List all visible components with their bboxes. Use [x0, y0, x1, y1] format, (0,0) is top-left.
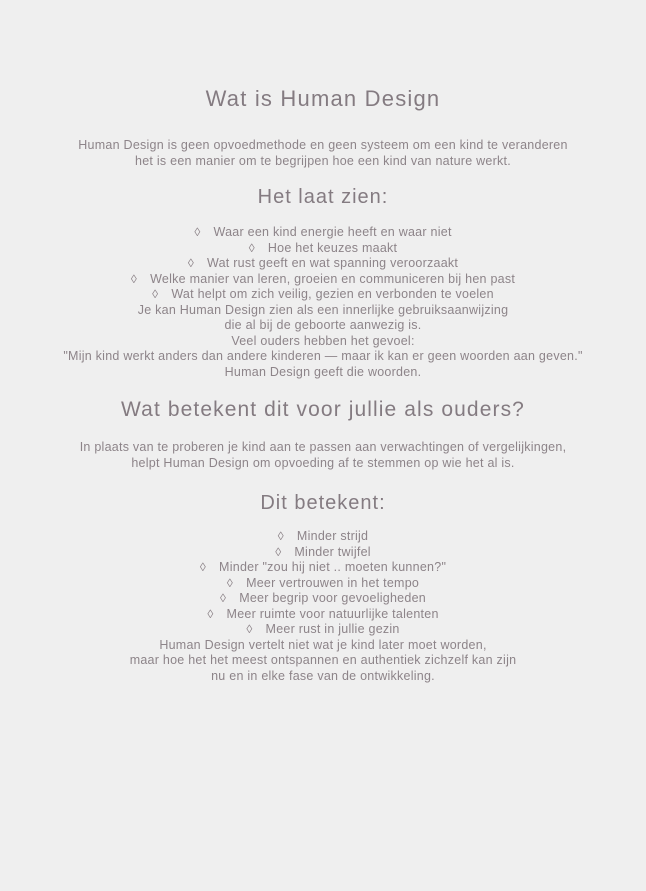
- page-title: Wat is Human Design: [205, 86, 441, 111]
- bullet-text: Meer ruimte voor natuurlijke talenten: [226, 606, 439, 621]
- bullet-text: Minder "zou hij niet .. moeten kunnen?": [219, 560, 447, 574]
- shows-paragraph-line: die al bij de geboorte aanwezig is.: [224, 318, 422, 332]
- intro-paragraph: [23, 138, 623, 169]
- means-bullet-item: [0, 529, 646, 545]
- lozenge-bullet-icon: ◊: [246, 622, 253, 636]
- bullet-text: Welke manier van leren, groeien en communiceren bij hen past: [150, 271, 516, 286]
- lozenge-bullet-icon: ◊: [130, 271, 138, 286]
- shows-paragraph-line: Veel ouders hebben het gevoel:: [231, 333, 415, 348]
- means-bullet-item: [0, 576, 646, 592]
- bullet-text: Meer rust in jullie gezin: [265, 622, 400, 636]
- bullet-text: Hoe het keuzes maakt: [267, 240, 398, 255]
- bullet-text: Wat helpt om zich veilig, gezien en verbonden te voelen: [171, 287, 494, 301]
- lozenge-bullet-icon: ◊: [248, 240, 255, 255]
- lozenge-bullet-icon: ◊: [277, 529, 284, 543]
- means-bullet-item: [0, 560, 646, 576]
- outro-line: nu en in elke fase van de ontwikkeling.: [211, 668, 435, 683]
- lozenge-bullet-icon: ◊: [207, 606, 214, 621]
- bullet-text: Wat rust geeft en wat spanning veroorzaakt: [207, 256, 459, 270]
- shows-paragraph: [23, 303, 623, 381]
- outro-line: Human Design vertelt niet wat je kind later moet worden,: [159, 637, 487, 652]
- lozenge-bullet-icon: ◊: [275, 544, 282, 559]
- bullet-text: Meer begrip voor gevoeligheden: [239, 591, 426, 605]
- bullet-text: Minder twijfel: [294, 544, 371, 559]
- means-bullet-item: [0, 607, 646, 623]
- lozenge-bullet-icon: ◊: [226, 575, 234, 590]
- intro-line: Human Design is geen opvoedmethode en geen systeem om een kind te veranderen: [78, 138, 568, 152]
- bullet-text: Minder strijd: [296, 529, 369, 543]
- bullet-text: Meer vertrouwen in het tempo: [246, 575, 420, 590]
- means-bullet-list: [0, 529, 646, 638]
- means-bullet-item: [0, 591, 646, 607]
- lozenge-bullet-icon: ◊: [152, 287, 159, 301]
- lozenge-bullet-icon: ◊: [199, 560, 207, 574]
- means-bullet-item: [0, 545, 646, 561]
- section-means-heading: Dit betekent:: [260, 492, 386, 514]
- parents-paragraph: [23, 440, 623, 471]
- shows-bullet-item: [0, 287, 646, 303]
- shows-bullet-item: [0, 256, 646, 272]
- shows-bullet-item: [0, 225, 646, 241]
- shows-bullet-item: [0, 241, 646, 257]
- intro-line: het is een manier om te begrijpen hoe een kind van nature werkt.: [135, 153, 511, 168]
- outro-paragraph: [23, 638, 623, 685]
- shows-paragraph-line: Je kan Human Design zien als een innerlijke gebruiksaanwijzing: [137, 302, 509, 317]
- shows-bullet-list: [0, 225, 646, 303]
- lozenge-bullet-icon: ◊: [194, 225, 201, 239]
- shows-bullet-item: [0, 272, 646, 288]
- shows-paragraph-line: "Mijn kind werkt anders dan andere kinderen — maar ik kan er geen woorden aan geven.": [63, 349, 583, 363]
- lozenge-bullet-icon: ◊: [187, 256, 195, 270]
- section-parents-heading: Wat betekent dit voor jullie als ouders?: [121, 398, 525, 421]
- parents-paragraph-line: In plaats van te proberen je kind aan te passen aan verwachtingen of vergelijkingen,: [79, 440, 567, 454]
- lozenge-bullet-icon: ◊: [220, 591, 227, 605]
- outro-line: maar hoe het het meest ontspannen en authentiek zichzelf kan zijn: [129, 653, 517, 667]
- bullet-text: Waar een kind energie heeft en waar niet: [213, 225, 452, 239]
- parents-paragraph-line: helpt Human Design om opvoeding af te stemmen op wie het al is.: [131, 455, 515, 470]
- shows-paragraph-line: Human Design geeft die woorden.: [224, 364, 422, 379]
- section-shows-heading: Het laat zien:: [257, 186, 389, 208]
- means-bullet-item: [0, 622, 646, 638]
